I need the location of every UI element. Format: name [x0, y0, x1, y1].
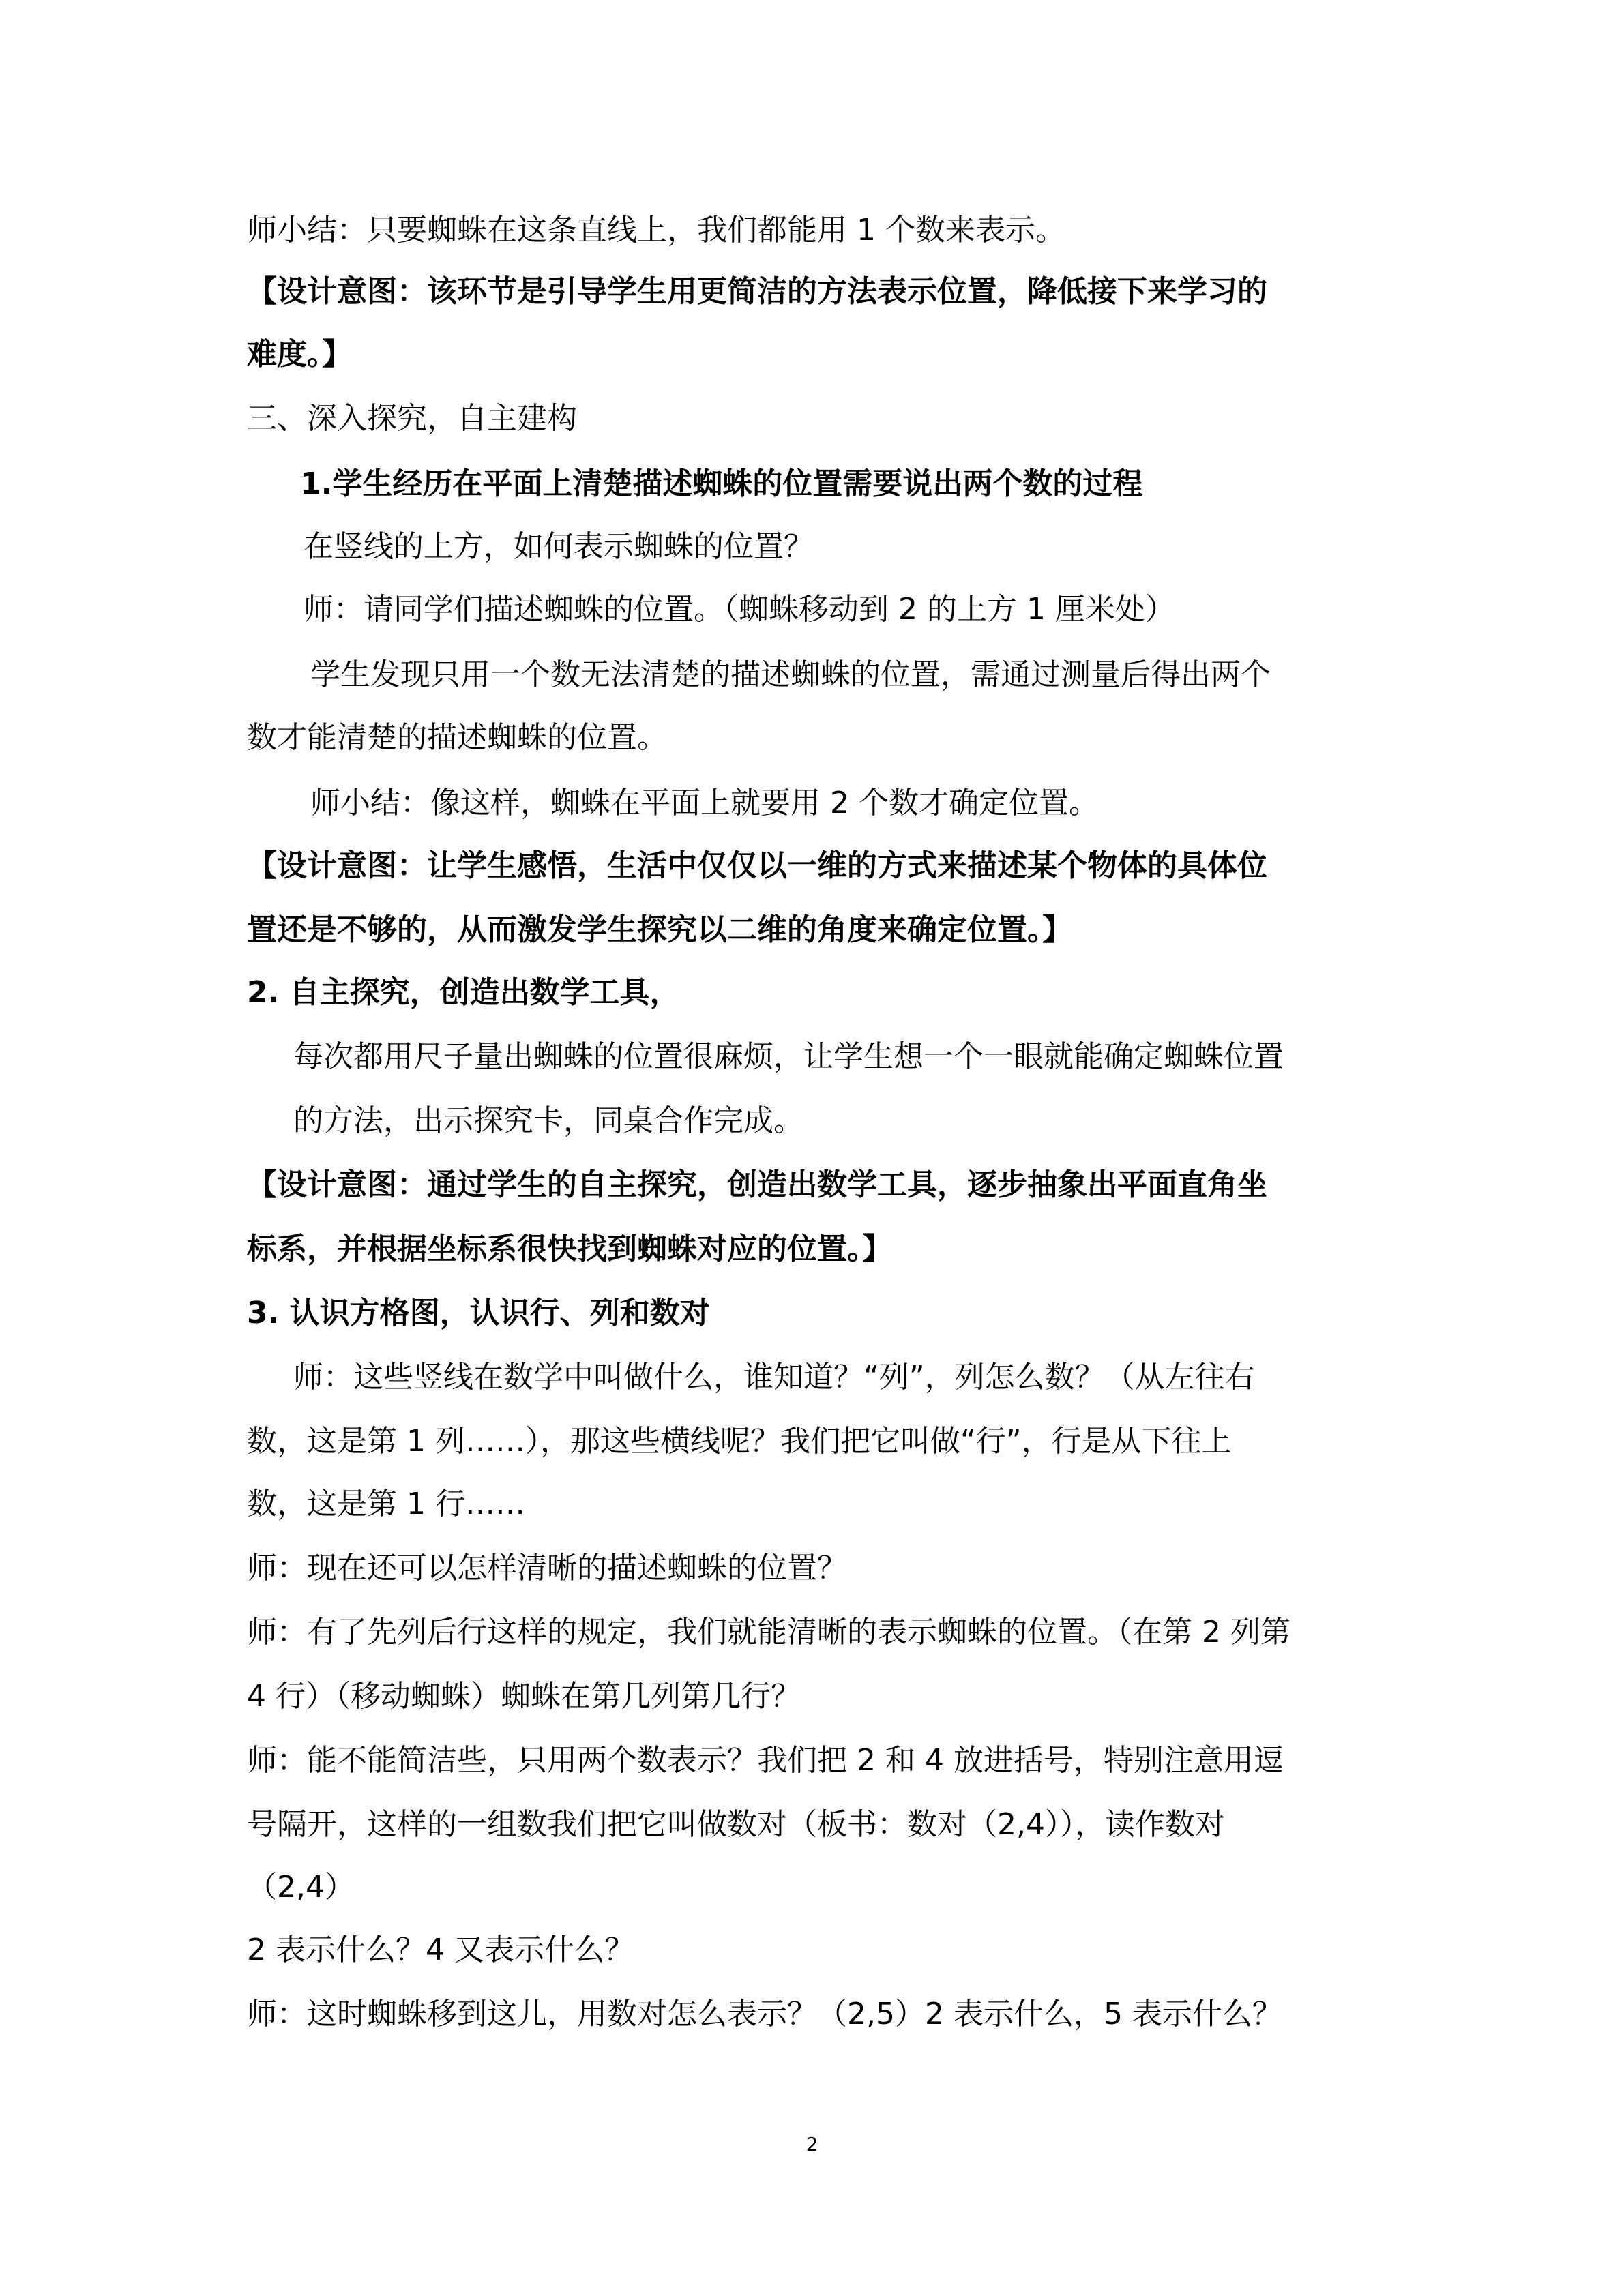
- paragraph-line: 师小结：像这样，蜘蛛在平面上就要用 2 个数才确定位置。: [310, 786, 1099, 820]
- subsection-heading: 1.学生经历在平面上清楚描述蜘蛛的位置需要说出两个数的过程: [300, 466, 1143, 501]
- paragraph-line: 号隔开，这样的一组数我们把它叫做数对（板书：数对（2,4）），读作数对: [247, 1807, 1225, 1842]
- paragraph-line: 数才能清楚的描述蜘蛛的位置。: [247, 720, 667, 755]
- paragraph-line: 师：现在还可以怎样清晰的描述蜘蛛的位置？: [247, 1551, 847, 1585]
- paragraph-line: 数，这是第 1 列……），那这些横线呢？我们把它叫做“行”，行是从下往上: [247, 1424, 1232, 1459]
- paragraph-line: 的方法，出示探究卡，同桌合作完成。: [293, 1103, 803, 1138]
- design-intent-line: 置还是不够的，从而激发学生探究以二维的角度来确定位置。】: [247, 912, 1072, 947]
- section-heading: 三、深入探究，自主建构: [247, 401, 577, 436]
- paragraph-line: （2,4）: [247, 1870, 355, 1905]
- paragraph-line: 数，这是第 1 行……: [247, 1487, 525, 1521]
- paragraph-line: 师：这些竖线在数学中叫做什么，谁知道？“列”，列怎么数？（从左往右: [293, 1360, 1255, 1395]
- paragraph-line: 每次都用尺子量出蜘蛛的位置很麻烦，让学生想一个一眼就能确定蜘蛛位置: [293, 1039, 1284, 1074]
- design-intent-line: 【设计意图：通过学生的自主探究，创造出数学工具，逐步抽象出平面直角坐: [247, 1167, 1267, 1202]
- paragraph-line: 师：能不能简洁些，只用两个数表示？我们把 2 和 4 放进括号，特别注意用逗: [247, 1743, 1284, 1778]
- design-intent-line: 【设计意图：让学生感悟，生活中仅仅以一维的方式来描述某个物体的具体位: [247, 848, 1267, 883]
- paragraph-line: 学生发现只用一个数无法清楚的描述蜘蛛的位置，需通过测量后得出两个: [310, 657, 1271, 692]
- paragraph-line: 师：这时蜘蛛移到这儿，用数对怎么表示？（2,5）2 表示什么，5 表示什么？: [247, 1997, 1282, 2031]
- paragraph-line: 师：请同学们描述蜘蛛的位置。（蜘蛛移动到 2 的上方 1 厘米处）: [304, 592, 1175, 627]
- design-intent-line: 标系，并根据坐标系很快找到蜘蛛对应的位置。】: [247, 1232, 892, 1266]
- design-intent-line: 难度。】: [247, 337, 352, 372]
- paragraph-line: 4 行）（移动蜘蛛）蜘蛛在第几列第几行？: [247, 1679, 801, 1714]
- paragraph-line: 师小结：只要蜘蛛在这条直线上，我们都能用 1 个数来表示。: [247, 213, 1065, 248]
- design-intent-line: 【设计意图：该环节是引导学生用更简洁的方法表示位置，降低接下来学习的: [247, 274, 1267, 309]
- subsection-heading: 2. 自主探究，创造出数学工具，: [247, 975, 680, 1010]
- subsection-heading: 3. 认识方格图，认识行、列和数对: [247, 1296, 710, 1330]
- paragraph-line: 师：有了先列后行这样的规定，我们就能清晰的表示蜘蛛的位置。（在第 2 列第: [247, 1615, 1290, 1650]
- paragraph-line: 在竖线的上方，如何表示蜘蛛的位置？: [304, 529, 814, 564]
- paragraph-line: 2 表示什么？4 又表示什么？: [247, 1933, 634, 1967]
- page-number: 2: [806, 2133, 818, 2156]
